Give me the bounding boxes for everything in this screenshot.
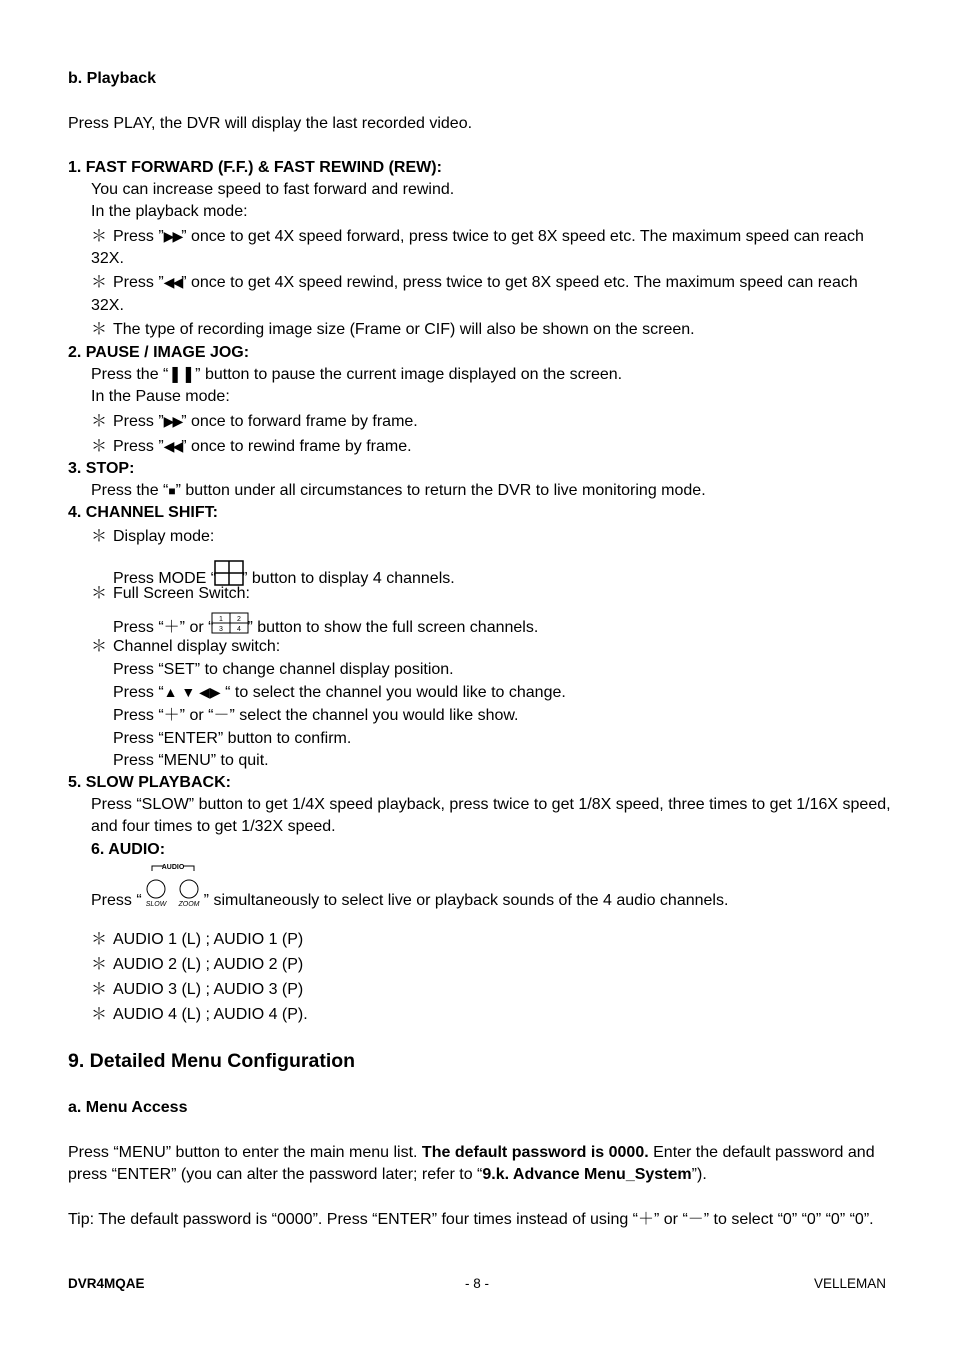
star-icon: ＊ bbox=[91, 228, 108, 245]
audio-line-1: Press “ AUDIO SLOW ZOOM ” simultaneously to select live or playback sounds of the 4 audio channels. bbox=[91, 885, 728, 911]
channel-mode-line: Press MODE “ ” button to display 4 channels. bbox=[113, 560, 455, 589]
channel-grid-icon bbox=[211, 612, 249, 634]
arrow-keys-icon: ▲ ▼ ◀▶ bbox=[163, 684, 221, 700]
star-icon: ＊ bbox=[91, 585, 108, 602]
star-icon: ＊ bbox=[91, 1006, 108, 1023]
grid-label-2: 2 bbox=[237, 616, 242, 623]
channel-switch-step-4: Press “ENTER” button to confirm. bbox=[113, 730, 352, 747]
channel-display-switch: ＊ Channel display switch: bbox=[91, 638, 281, 655]
ff-line-1: You can increase speed to fast forward and rewind. bbox=[91, 181, 455, 198]
audio-buttons-icon bbox=[142, 861, 204, 907]
star-icon: ＊ bbox=[91, 638, 108, 655]
pause-bullet-forward: ＊ Press ”▶▶” once to forward frame by frame. bbox=[91, 413, 418, 430]
section-heading-playback: b. Playback bbox=[68, 70, 157, 87]
item-title-stop: 3. STOP: bbox=[68, 460, 135, 477]
grid-label-3: 3 bbox=[219, 626, 224, 633]
channel-switch-step-2: Press “▲ ▼ ◀▶ “ to select the channel you would like to change. bbox=[113, 684, 566, 701]
audio-icon-label: AUDIO bbox=[161, 864, 184, 871]
audio-icon-zoom: ZOOM bbox=[178, 901, 200, 907]
stop-line-1: Press the “■” button under all circumstances to return the DVR to live monitoring mode. bbox=[91, 482, 706, 499]
channel-display-mode: ＊ Display mode: bbox=[91, 528, 215, 545]
slow-line-2: and four times to get 1/32X speed. bbox=[91, 818, 336, 835]
audio-icon-slow: SLOW bbox=[145, 901, 166, 907]
star-icon: ＊ bbox=[91, 274, 108, 291]
ff-bullet-rewind-cont: 32X. bbox=[91, 297, 124, 314]
audio-item-2: ＊ AUDIO 2 (L) ; AUDIO 2 (P) bbox=[91, 956, 304, 973]
pause-line-1: Press the “❚❚” button to pause the current image displayed on the screen. bbox=[91, 366, 623, 383]
chapter-heading-menu-configuration: 9. Detailed Menu Configuration bbox=[68, 1050, 356, 1072]
item-title-slow-playback: 5. SLOW PLAYBACK: bbox=[68, 774, 231, 791]
menu-access-tip: Tip: The default password is “0000”. Press “ENTER” four times instead of using “＋” or “－” to select “0” “0” “0” “0”. bbox=[68, 1211, 874, 1228]
star-icon: ＊ bbox=[91, 528, 108, 545]
star-icon: ＊ bbox=[91, 413, 108, 430]
item-title-audio: 6. AUDIO: bbox=[91, 841, 166, 858]
item-title-pause: 2. PAUSE / IMAGE JOG: bbox=[68, 344, 250, 361]
channel-switch-step-5: Press “MENU” to quit. bbox=[113, 752, 269, 769]
playback-intro: Press PLAY, the DVR will display the last recorded video. bbox=[68, 115, 473, 132]
rewind-icon: ◀◀ bbox=[163, 274, 182, 290]
ff-bullet-forward: ＊ Press ”▶▶” once to get 4X speed forward, press twice to get 8X speed etc. The maximum speed can reach bbox=[91, 228, 864, 245]
star-icon: ＊ bbox=[91, 956, 108, 973]
ff-bullet-image-size: ＊ The type of recording image size (Frame or CIF) will also be shown on the screen. bbox=[91, 321, 695, 338]
stop-icon: ■ bbox=[168, 484, 176, 498]
fast-forward-icon: ▶▶ bbox=[163, 413, 182, 429]
fast-forward-icon: ▶▶ bbox=[163, 228, 182, 244]
menu-access-para-line-2: press “ENTER” (you can alter the password later; refer to “9.k. Advance Menu_System”). bbox=[68, 1166, 707, 1183]
pause-icon: ❚❚ bbox=[168, 366, 196, 383]
grid-label-1: 1 bbox=[219, 616, 224, 623]
ff-line-2: In the playback mode: bbox=[91, 203, 248, 220]
ff-bullet-rewind: ＊ Press ”◀◀” once to get 4X speed rewind, press twice to get 8X speed etc. The maximum speed can reach bbox=[91, 274, 858, 291]
audio-item-3: ＊ AUDIO 3 (L) ; AUDIO 3 (P) bbox=[91, 981, 304, 998]
channel-full-screen: ＊ Full Screen Switch: bbox=[91, 585, 250, 602]
audio-item-4: ＊ AUDIO 4 (L) ; AUDIO 4 (P). bbox=[91, 1006, 308, 1023]
audio-item-1: ＊ AUDIO 1 (L) ; AUDIO 1 (P) bbox=[91, 931, 304, 948]
star-icon: ＊ bbox=[91, 321, 108, 338]
star-icon: ＊ bbox=[91, 931, 108, 948]
star-icon: ＊ bbox=[91, 438, 108, 455]
item-title-fast-forward: 1. FAST FORWARD (F.F.) & FAST REWIND (REW): bbox=[68, 159, 442, 176]
footer-brand: VELLEMAN bbox=[813, 1276, 886, 1291]
footer-model: DVR4MQAE bbox=[68, 1276, 145, 1291]
pause-line-2: In the Pause mode: bbox=[91, 388, 230, 405]
section-heading-menu-access: a. Menu Access bbox=[68, 1099, 188, 1116]
channel-full-screen-line: Press “＋” or “ 1 2 3 4 ” button to show the full screen channels. bbox=[113, 612, 538, 638]
channel-switch-step-3: Press “＋” or “－” select the channel you would like show. bbox=[113, 707, 519, 724]
cross-reference: 9.k. Advance Menu_System bbox=[482, 1166, 692, 1183]
ff-bullet-forward-cont: 32X. bbox=[91, 250, 124, 267]
slow-line-1: Press “SLOW” button to get 1/4X speed playback, press twice to get 1/8X speed, three times to get 1/16X speed, bbox=[91, 796, 891, 813]
star-icon: ＊ bbox=[91, 981, 108, 998]
menu-access-para-line-1: Press “MENU” button to enter the main menu list. The default password is 0000. Enter the default password and bbox=[68, 1144, 875, 1161]
footer-page-number: - 8 - bbox=[465, 1276, 490, 1291]
channel-switch-step-1: Press “SET” to change channel display position. bbox=[113, 661, 454, 678]
rewind-icon: ◀◀ bbox=[163, 438, 182, 454]
pause-bullet-rewind: ＊ Press ”◀◀” once to rewind frame by frame. bbox=[91, 438, 412, 455]
grid-label-4: 4 bbox=[237, 626, 242, 633]
item-title-channel-shift: 4. CHANNEL SHIFT: bbox=[68, 504, 218, 521]
quad-mode-icon bbox=[214, 560, 244, 586]
